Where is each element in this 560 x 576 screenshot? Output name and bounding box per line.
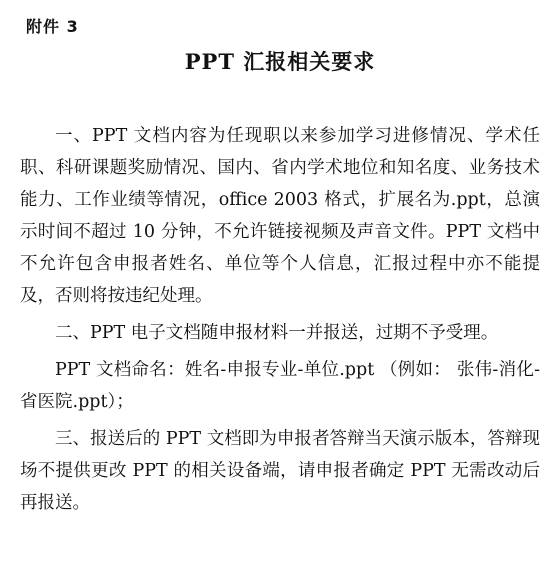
attachment-label: 附件 3 — [26, 17, 79, 36]
paragraph-4: 三、报送后的 PPT 文档即为申报者答辩当天演示版本，答辩现场不提供更改 PPT 的相关设备端，请申报者确定 PPT 无需改动后再报送。 — [20, 429, 540, 513]
paragraph-1: 一、PPT 文档内容为任现职以来参加学习进修情况、学术任职、科研课题奖励情况、国内、省内学术地位和知名度、业务技术能力、工作业绩等情况，office 2003 格式，扩展名为.ppt，总演示时间不超过 10 分钟，不允许链接视频及声音文件。PPT 文档中不允许包含申报者姓名、单位等个人信息，汇报过程中亦不能提及，否则将按违纪处理。 — [20, 126, 540, 306]
document-body — [20, 120, 540, 519]
document-title: PPT 汇报相关要求 — [184, 49, 376, 74]
paragraph-3: PPT 文档命名：姓名-申报专业-单位.ppt （例如： 张伟-消化-省医院.ppt）； — [20, 360, 540, 412]
paragraph-2: 二、PPT 电子文档随申报材料一并报送，过期不予受理。 — [55, 323, 499, 343]
